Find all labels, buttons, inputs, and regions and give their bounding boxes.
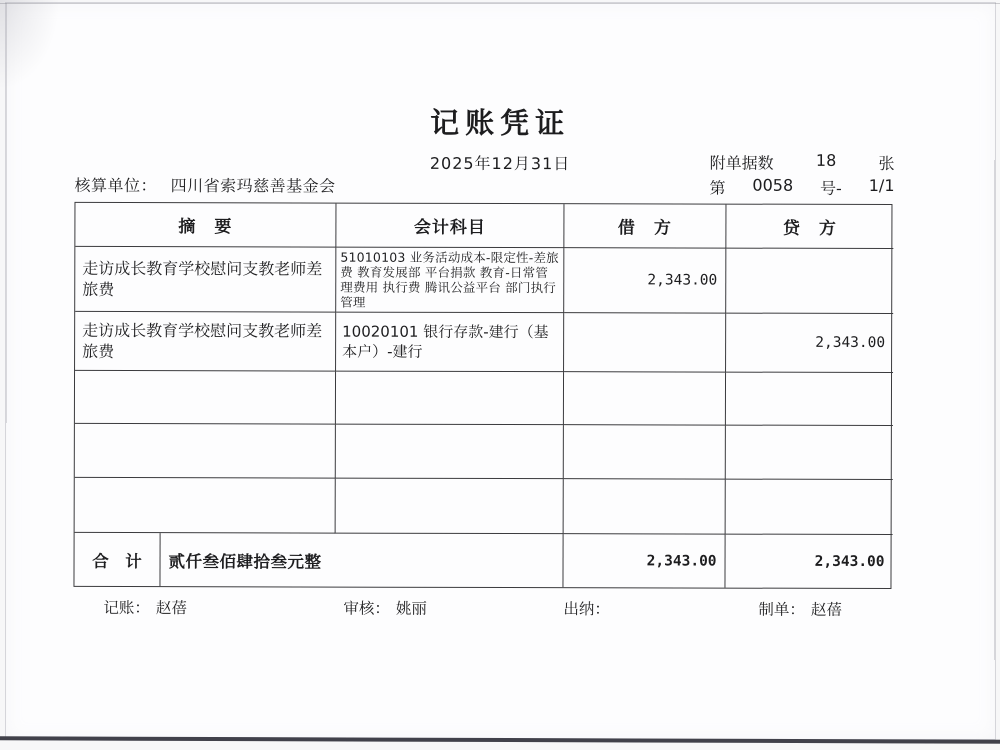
voucher-content bbox=[4, 2, 995, 741]
column-header-debit: 借 方 bbox=[564, 204, 726, 248]
paper-right-edge bbox=[994, 160, 996, 660]
row1-debit: 2,343.00 bbox=[564, 248, 726, 313]
scan-corner-smudge bbox=[0, 0, 60, 90]
bookkeeper-label: 记账： bbox=[103, 598, 150, 618]
voucher-no-prefix: 第 bbox=[709, 178, 726, 198]
voucher-no-suffix: 号- bbox=[820, 178, 842, 198]
row2-debit bbox=[564, 313, 726, 372]
attachments-line bbox=[710, 151, 895, 174]
column-header-summary: 摘 要 bbox=[75, 203, 336, 248]
row2-credit: 2,343.00 bbox=[726, 314, 893, 373]
cashier-signature bbox=[563, 597, 616, 619]
paper-left-edge bbox=[6, 3, 7, 423]
row5-summary bbox=[75, 478, 336, 534]
row2-summary: 走访成长教育学校慰问支教老师差旅费 bbox=[75, 312, 336, 372]
row4-summary bbox=[75, 424, 336, 479]
accounting-unit-label: 核算单位： bbox=[74, 175, 158, 196]
total-credit: 2,343.00 bbox=[814, 553, 885, 570]
row5-credit bbox=[726, 480, 893, 535]
accounting-unit-line bbox=[74, 173, 335, 197]
accounting-unit-name: 四川省索玛慈善基金会 bbox=[170, 176, 336, 196]
page-title: 记账凭证 bbox=[430, 105, 571, 141]
voucher-no: 0058 bbox=[752, 175, 794, 195]
bookkeeper-name: 赵蓓 bbox=[155, 599, 187, 618]
preparer-signature bbox=[758, 598, 842, 620]
total-label: 合 计 bbox=[74, 533, 160, 586]
voucher-page-no: 1/1 bbox=[868, 175, 895, 196]
reviewer-label: 审核： bbox=[343, 599, 390, 618]
attachments-label: 附单据数 bbox=[709, 153, 774, 173]
total-debit: 2,343.00 bbox=[563, 534, 725, 587]
row1-summary: 走访成长教育学校慰问支教老师差旅费 bbox=[75, 247, 336, 313]
row1-account: 51010103 业务活动成本-限定性-差旅费 教育发展部 平台捐款 教育-日常管理费用 执行费 腾讯公益平台 部门执行管理 bbox=[336, 248, 564, 314]
attachments-unit: 张 bbox=[878, 153, 895, 174]
column-header-account: 会计科目 bbox=[336, 204, 564, 249]
attachments-count: 18 bbox=[815, 150, 837, 170]
paper-top-edge bbox=[0, 3, 1000, 4]
row2-account: 10020101 银行存款-建行（基本户）-建行 bbox=[336, 313, 564, 373]
row3-account bbox=[336, 372, 564, 426]
row3-debit bbox=[564, 372, 726, 425]
voucher-table bbox=[73, 202, 892, 589]
voucher-date: 2025年12月31日 bbox=[429, 153, 571, 174]
reviewer-name: 姚丽 bbox=[395, 599, 427, 618]
row1-credit bbox=[726, 249, 893, 314]
row5-debit bbox=[564, 479, 726, 534]
row4-account bbox=[336, 425, 564, 480]
preparer-label: 制单： bbox=[758, 600, 805, 619]
reviewer-signature bbox=[343, 597, 427, 619]
voucher-number-line bbox=[709, 176, 894, 199]
row3-summary bbox=[75, 371, 336, 425]
preparer-name: 赵蓓 bbox=[810, 600, 842, 619]
row4-credit bbox=[726, 426, 893, 480]
bookkeeper-signature bbox=[103, 596, 187, 618]
row4-debit bbox=[564, 425, 726, 479]
scanned-paper bbox=[6, 3, 995, 739]
row3-credit bbox=[726, 373, 893, 426]
signature-line bbox=[4, 596, 993, 619]
cashier-label: 出纳： bbox=[563, 600, 610, 619]
row5-account bbox=[336, 479, 564, 535]
total-amount-in-words: 贰仟叁佰肆拾叁元整 bbox=[160, 533, 563, 587]
column-header-credit: 贷 方 bbox=[726, 205, 893, 249]
